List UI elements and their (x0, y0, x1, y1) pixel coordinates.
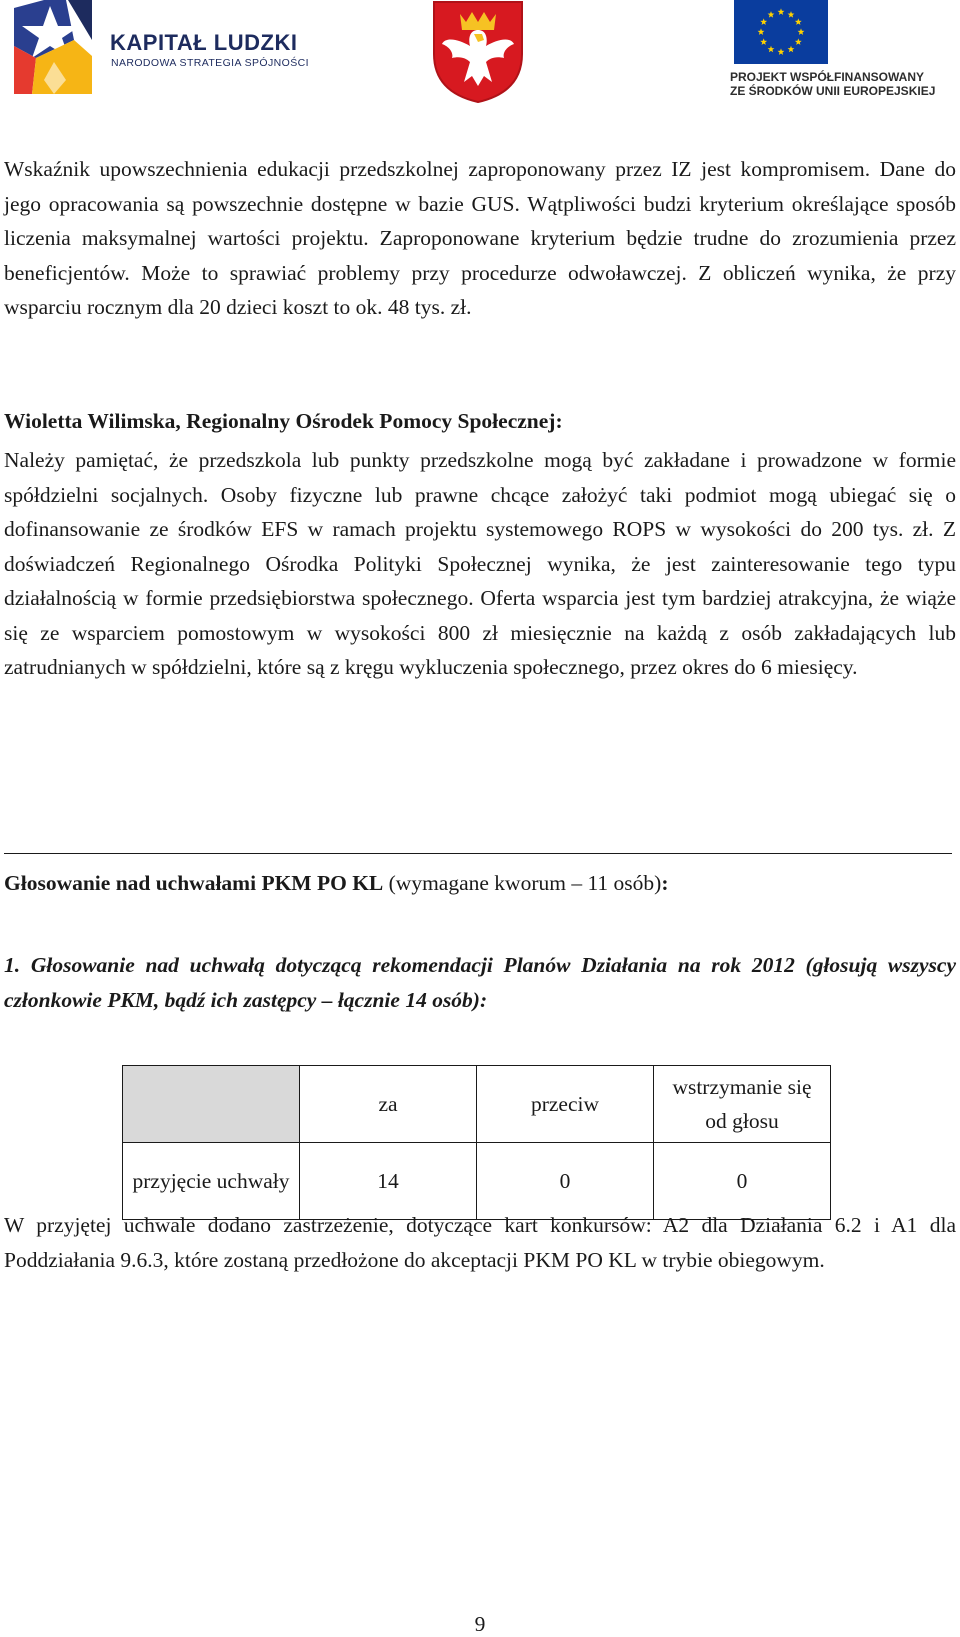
malopolska-crest-icon (430, 0, 526, 104)
section-divider (4, 853, 952, 854)
kapital-ludzki-logo (14, 0, 314, 94)
table-cell-przeciw: 0 (477, 1143, 654, 1220)
eu-text-line1: PROJEKT WSPÓŁFINANSOWANY (730, 70, 925, 84)
voting-heading-bold: Głosowanie nad uchwałami PKM PO KL (4, 871, 384, 895)
voting-heading (4, 866, 669, 900)
kapital-ludzki-title: KAPITAŁ LUDZKI (110, 30, 298, 55)
intro-paragraph: Wskaźnik upowszechnienia edukacji przedszkolnej zaproponowany przez IZ jest kompromisem. Dane do jego opracowania są powszechnie dostępne w bazie GUS. Wątpliwości budzi kryterium określające sposób liczenia maksymalnej wartości projektu. Zaproponowane kryterium będzie trudne do zrozumienia przez beneficjentów. Może to sprawiać problemy przy procedurze odwoławczej. Z obliczeń wynika, że przy wsparciu rocznym dla 20 dzieci koszt to ok. 48 tys. zł. (4, 157, 956, 319)
speaker-name: Wioletta Wilimska, Regionalny Ośrodek Pomocy Społecznej: (4, 409, 563, 433)
voting-note: W przyjętej uchwale dodano zastrzeżenie, dotyczące kart konkursów: A2 dla Działania 6.2 i A1 dla Poddziałania 9.6.3, które zostaną przedłożone do akceptacji PKM PO KL w trybie obiegowym. (4, 1213, 956, 1272)
eu-cofinancing-logo (730, 0, 956, 100)
voting-item-1: 1. Głosowanie nad uchwałą dotyczącą rekomendacji Planów Działania na rok 2012 (głosują wszyscy członkowie PKM, bądź ich zastępcy – łącznie 14 osób): (4, 953, 956, 1012)
kapital-ludzki-subtitle: NARODOWA STRATEGIA SPÓJNOŚCI (111, 57, 309, 69)
eu-flag-icon (734, 0, 828, 64)
voting-heading-colon: : (661, 871, 669, 895)
table-header-za: za (300, 1066, 477, 1143)
table-header-wstrzymanie: wstrzymanie się od głosu (654, 1066, 831, 1143)
table-cell-za: 14 (300, 1143, 477, 1220)
voting-heading-quorum: (wymagane kworum – 11 osób) (383, 871, 662, 895)
table-header-przeciw: przeciw (477, 1066, 654, 1143)
vote-results-table (122, 1065, 831, 1220)
table-corner-cell (123, 1066, 300, 1143)
eu-cofinancing-text (730, 70, 956, 98)
speaker-paragraph: Należy pamiętać, że przedszkola lub punkty przedszkolne mogą być zakładane i prowadzone w formie spółdzielni socjalnych. Osoby fizyczne lub prawne chcące założyć taki podmiot mogą ubiegać się o dofinansowanie ze środków EFS w ramach projektu systemowego ROPS w wysokości do 200 tys. zł. Z doświadczeń Regionalnego Ośrodka Polityki Społecznej wynika, że jest zainteresowanie tego typu działalnością w formie przedsiębiorstwa społecznego. Oferta wsparcia jest tym bardziej atrakcyjna, że wiąże się ze wsparciem pomostowym w wysokości 800 zł miesięcznie na każdą z osób zakładających lub zatrudnianych w spółdzielni, które są z kręgu wykluczenia społecznego, przez okres do 6 miesięcy. (4, 448, 956, 679)
table-row-label: przyjęcie uchwały (123, 1143, 300, 1220)
table-cell-wstrzymanie: 0 (654, 1143, 831, 1220)
eu-text-line2: ZE ŚRODKÓW UNII EUROPEJSKIEJ (730, 84, 936, 98)
kapital-ludzki-star-icon (14, 0, 92, 94)
page-number: 9 (474, 1612, 486, 1636)
table-header-row (123, 1066, 831, 1143)
